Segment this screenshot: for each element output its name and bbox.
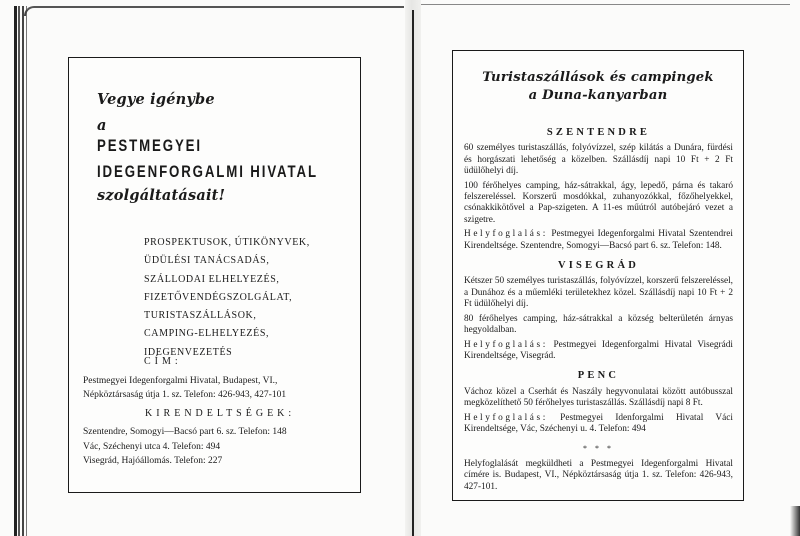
- section-paragraph: Váchoz közel a Cserhát és Naszály hegyvonulatai között autóbusszal megközelíthető 50 férőhelyes turistaszállás. Szállásdíj napi 8 Ft.: [464, 386, 733, 409]
- section-paragraph: 80 férőhelyes camping, ház-sátrakkal a község belterületén árnyas hegyoldalban.: [464, 313, 733, 336]
- address-line: Pestmegyei Idegenforgalmi Hivatal, Budapest, VI.,: [83, 376, 278, 386]
- booking-info: [464, 229, 733, 252]
- booking-label: Helyfoglalás:: [464, 412, 548, 423]
- service-item: ÜDÜLÉSI TANÁCSADÁS,: [144, 255, 270, 267]
- title-line-2: IDEGENFORGALMI HIVATAL: [97, 162, 318, 181]
- branch-item: Szentendre, Somogyi—Bacsó part 6. sz. Telefon: 148: [83, 427, 287, 437]
- right-page-top-edge: [420, 4, 790, 12]
- branches-list: [83, 425, 287, 469]
- address-block: [83, 374, 286, 402]
- title-line-2: a Duna-kanyarban: [528, 87, 668, 103]
- final-note: Helyfoglalását megküldheti a Pestmegyei Idegenforgalmi Hivatal címére is. Budapest, VI., Népköztársaság útja 1. sz. Telefon: 426-943, 427-101.: [464, 458, 733, 492]
- booking-info: [464, 413, 733, 436]
- separator-asterisks: * * *: [583, 444, 614, 454]
- section-heading: VISEGRÁD: [557, 260, 640, 272]
- branch-item: Visegrád, Hajóállomás. Telefon: 227: [83, 456, 223, 466]
- address-line: Népköztársaság útja 1. sz. Telefon: 426-943, 427-101: [83, 390, 287, 400]
- book-page-edges: [14, 6, 34, 536]
- title-line-1: PESTMEGYEI: [97, 136, 202, 155]
- branch-item: Vác, Széchenyi utca 4. Telefon: 494: [83, 441, 221, 452]
- right-page-info-box: [452, 50, 744, 501]
- service-item: FIZETŐVENDÉGSZOLGÁLAT,: [144, 291, 293, 303]
- service-item: PROSPEKTUSOK, ÚTIKÖNYVEK,: [144, 237, 310, 248]
- section-paragraph: 60 személyes turistaszállás, folyóvízzel, szép kilátás a Dunára, fürdési és horgászati lehetőség a közelben. Szállásdíj napi 10 Ft + 2 Ft üdülőhelyi díj.: [464, 143, 733, 177]
- section-paragraph: Kétszer 50 személyes turistaszállás, folyóvízzel, korszerű felszereléssel, a Dunához és a műemléki területekhez közel. Szállásdíj napi 10 Ft + 2 Ft üdülőhelyi díj.: [464, 276, 733, 310]
- section-paragraph: 100 férőhelyes camping, ház-sátrakkal, ágy, lepedő, párna és takaró felszereléssel. Korszerű mosdókkal, zuhanyozókkal, főzőhelyekkel, csónakkikötővel a Pap-szigeten. A 11-es műútról autóbejáró vezet a szigetre.: [464, 180, 733, 225]
- section-heading: SZENTENDRE: [546, 127, 651, 138]
- article-line: a: [97, 117, 107, 134]
- corner-shadow: [790, 506, 800, 536]
- page-edge: [14, 6, 17, 536]
- page-title: [453, 69, 743, 104]
- service-item: TURISTASZÁLLÁSOK,: [144, 310, 257, 322]
- booking-label: Helyfoglalás:: [464, 339, 548, 350]
- service-item: CAMPING-ELHELYEZÉS,: [144, 328, 270, 340]
- booking-text: Pestmegyei Idegenforgalmi Hivatal Szentendrei Kirendeltsége. Szentendre, Somogyi—Bacsó part 6. sz. Telefon: 148.: [464, 229, 733, 251]
- page-edge: [18, 6, 20, 536]
- title-line-1: Turistaszállások és campingek: [482, 70, 714, 85]
- closing-line: szolgáltatásait!: [97, 187, 226, 204]
- left-page-top-edge: [24, 6, 404, 16]
- gutter-binding-line: [412, 10, 414, 536]
- section-szentendre: [464, 127, 733, 252]
- service-item: SZÁLLODAI ELHELYEZÉS,: [144, 273, 280, 285]
- page-edge: [22, 6, 24, 536]
- left-page-advert-box: [68, 57, 361, 493]
- page-edge: [26, 6, 27, 536]
- section-visegrad: [464, 260, 733, 362]
- booking-info: [464, 340, 733, 363]
- locations-content: [464, 127, 733, 493]
- section-heading: PENC: [577, 370, 620, 382]
- service-item: IDEGENVEZETÉS: [144, 346, 233, 358]
- section-penc: [464, 370, 733, 435]
- branches-heading: KIRENDELTSÉGEK:: [145, 408, 296, 419]
- address-heading: CÍM:: [144, 356, 182, 367]
- services-list: [144, 234, 310, 362]
- booking-label: Helyfoglalás:: [464, 229, 548, 240]
- intro-line: Vegye igénybe: [97, 91, 215, 108]
- booking-text: Pestmegyei Idegenforgalmi Hivatal Visegrádi Kirendeltsége, Visegrád.: [464, 339, 733, 361]
- booking-text: Pestmegyei Idenforgalmi Hivatal Váci Kirendeltsége, Vác, Széchenyi u. 4. Telefon: 494: [464, 412, 733, 434]
